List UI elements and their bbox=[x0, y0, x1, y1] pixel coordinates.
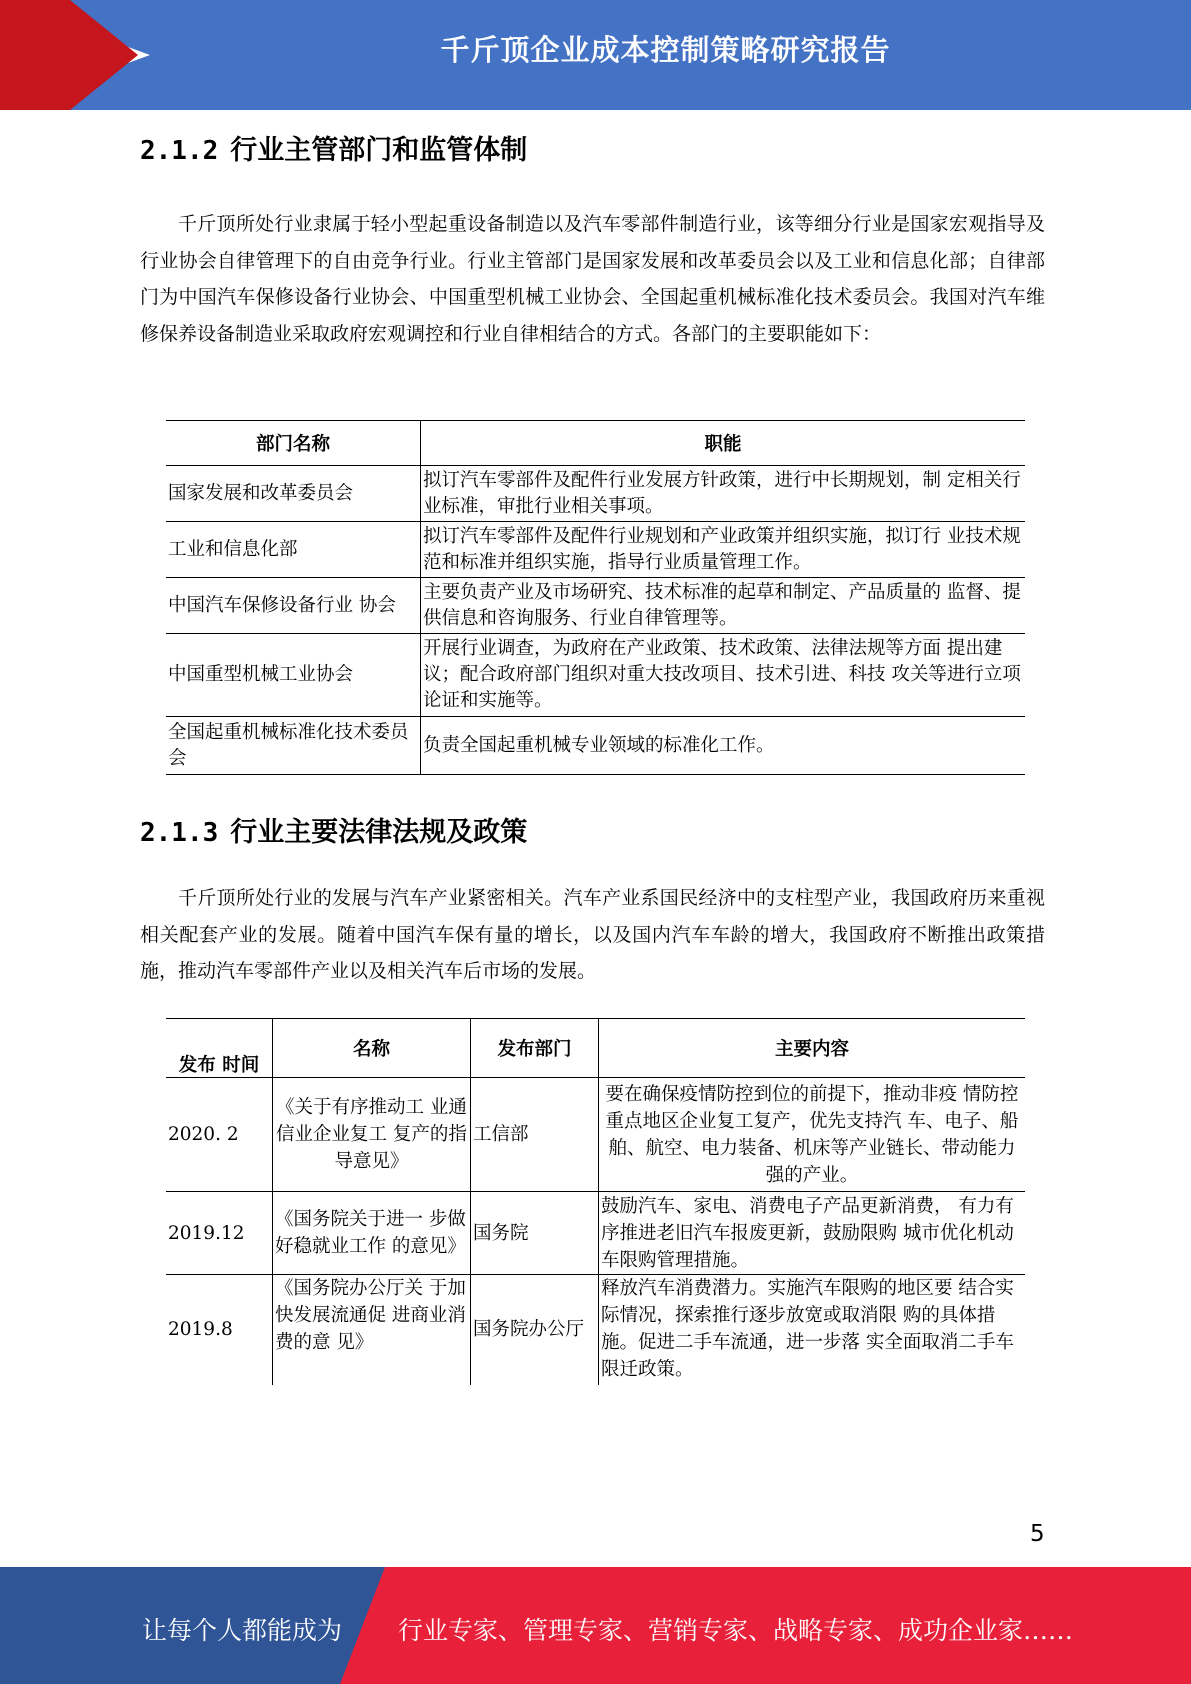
header-red-block bbox=[0, 0, 70, 110]
table-row bbox=[166, 578, 1025, 634]
column-header: 主要内容 bbox=[599, 1019, 1026, 1078]
duty-cell: 拟订汽车零部件及配件行业发展方针政策，进行中长期规划，制 定相关行业标准，审批行业相关事项。 bbox=[421, 466, 1026, 522]
policy-name-cell: 《国务院关于进一 步做好稳就业工作 的意见》 bbox=[273, 1192, 471, 1275]
date-cell: 2019.12 bbox=[166, 1192, 273, 1275]
table-header-row bbox=[166, 1019, 1025, 1078]
section-title: 行业主管部门和监管体制 bbox=[230, 135, 528, 166]
table-row bbox=[166, 717, 1025, 775]
header-red-arrow bbox=[70, 0, 138, 110]
footer-slogan-left: 让每个人都能成为 bbox=[142, 1616, 343, 1645]
footer-slogan-right: 行业专家、管理专家、营销专家、战略专家、成功企业家…… bbox=[398, 1616, 1074, 1645]
column-header: 部门名称 bbox=[166, 421, 421, 466]
publisher-cell: 国务院办公厅 bbox=[471, 1275, 599, 1385]
column-header: 发布部门 bbox=[471, 1019, 599, 1078]
column-header: 名称 bbox=[273, 1019, 471, 1078]
section-heading-2-1-2 bbox=[140, 128, 527, 167]
table-row bbox=[166, 522, 1025, 578]
section-number: 2.1.3 bbox=[140, 818, 219, 848]
duty-cell: 拟订汽车零部件及配件行业规划和产业政策并组织实施，拟订行 业技术规范和标准并组织实施，指导行业质量管理工作。 bbox=[421, 522, 1026, 578]
dept-cell: 全国起重机械标准化技术委员会 bbox=[166, 717, 421, 775]
table-row bbox=[166, 1078, 1025, 1192]
duty-cell: 开展行业调查，为政府在产业政策、技术政策、法律法规等方面 提出建议；配合政府部门组织对重大技改项目、技术引进、科技 攻关等进行立项论证和实施等。 bbox=[421, 634, 1026, 717]
duty-cell: 主要负责产业及市场研究、技术标准的起草和制定、产品质量的 监督、提供信息和咨询服务、行业自律管理等。 bbox=[421, 578, 1026, 634]
page-number: 5 bbox=[1030, 1521, 1045, 1547]
section-paragraph: 千斤顶所处行业隶属于轻小型起重设备制造以及汽车零部件制造行业，该等细分行业是国家宏观指导及行业协会自律管理下的自由竞争行业。行业主管部门是国家发展和改革委员会以及工业和信息化部；自律部门为中国汽车保修设备行业协会、中国重型机械工业协会、全国起重机械标准化技术委员会。我国对汽车维修保养设备制造业采取政府宏观调控和行业自律相结合的方式。各部门的主要职能如下： bbox=[140, 213, 1045, 345]
section-number: 2.1.2 bbox=[140, 136, 219, 166]
table-row bbox=[166, 1275, 1025, 1385]
policy-name-cell: 《关于有序推动工 业通信业企业复工 复产的指导意见》 bbox=[273, 1078, 471, 1192]
section-paragraph: 千斤顶所处行业的发展与汽车产业紧密相关。汽车产业系国民经济中的支柱型产业，我国政府历来重视相关配套产业的发展。随着中国汽车保有量的增长，以及国内汽车车龄的增大，我国政府不断推出政策措施，推动汽车零部件产业以及相关汽车后市场的发展。 bbox=[140, 887, 1045, 982]
table-row bbox=[166, 634, 1025, 717]
date-cell: 2020. 2 bbox=[166, 1078, 273, 1192]
duty-cell: 负责全国起重机械专业领域的标准化工作。 bbox=[421, 717, 1026, 775]
department-table bbox=[166, 420, 1025, 775]
section-heading-2-1-3 bbox=[140, 810, 527, 849]
dept-cell: 工业和信息化部 bbox=[166, 522, 421, 578]
content-cell: 释放汽车消费潜力。实施汽车限购的地区要 结合实际情况，探索推行逐步放宽或取消限 购的具体措施。促进二手车流通，进一步落 实全面取消二手车限迁政策。 bbox=[601, 1278, 1014, 1380]
report-title: 千斤顶企业成本控制策略研究报告 bbox=[440, 33, 891, 67]
publisher-cell: 工信部 bbox=[471, 1078, 599, 1192]
table-row bbox=[166, 466, 1025, 522]
dept-cell: 国家发展和改革委员会 bbox=[166, 466, 421, 522]
table-header-row bbox=[166, 421, 1025, 466]
publisher-cell: 国务院 bbox=[471, 1192, 599, 1275]
column-header: 发布 时间 bbox=[166, 1019, 273, 1078]
policy-table bbox=[166, 1018, 1025, 1385]
content-cell: 要在确保疫情防控到位的前提下，推动非疫 情防控重点地区企业复工复产，优先支持汽 车、电子、船舶、航空、电力装备、机床等产业链长、带动能力强的产业。 bbox=[599, 1078, 1026, 1192]
policy-name-cell: 《国务院办公厅关 于加快发展流通促 进商业消费的意 见》 bbox=[273, 1275, 471, 1385]
dept-cell: 中国汽车保修设备行业 协会 bbox=[166, 578, 421, 634]
dept-cell: 中国重型机械工业协会 bbox=[166, 634, 421, 717]
table-row bbox=[166, 1192, 1025, 1275]
section-title: 行业主要法律法规及政策 bbox=[230, 817, 528, 848]
date-cell: 2019.8 bbox=[166, 1275, 273, 1385]
column-header: 职能 bbox=[421, 421, 1026, 466]
content-cell: 鼓励汽车、家电、消费电子产品更新消费， 有力有序推进老旧汽车报废更新，鼓励限购 城市优化机动车限购管理措施。 bbox=[599, 1192, 1026, 1275]
